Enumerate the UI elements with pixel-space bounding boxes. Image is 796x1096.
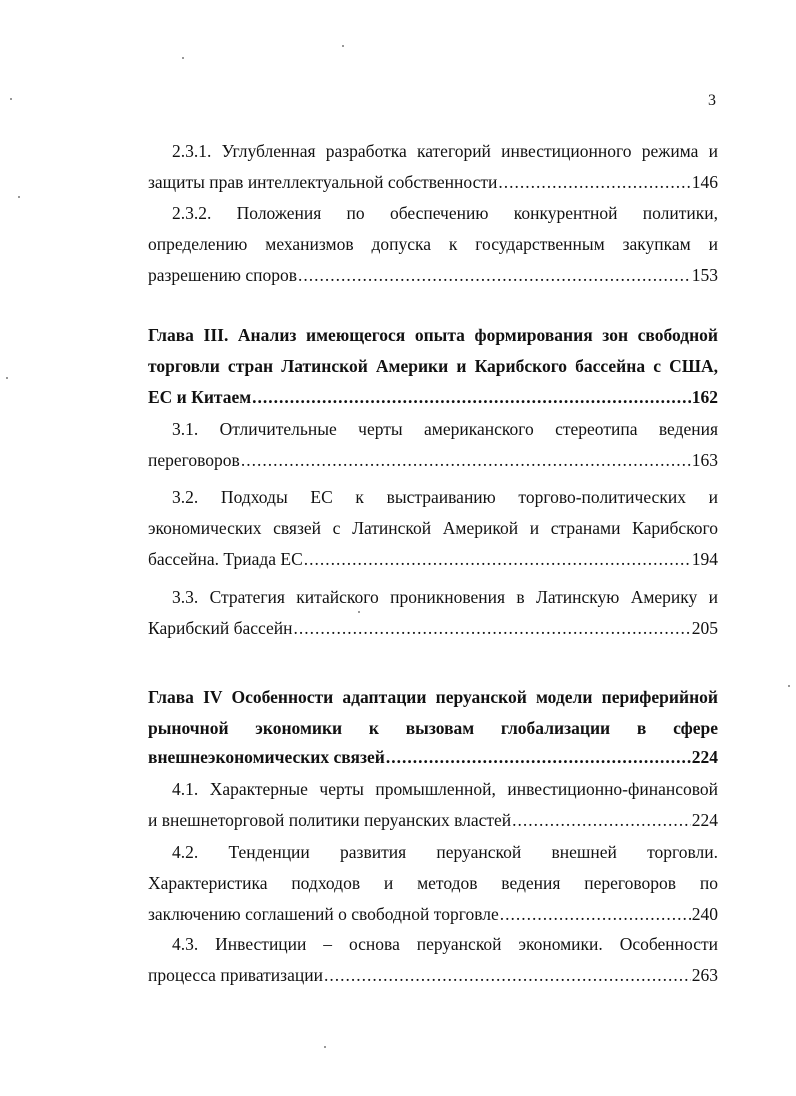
scan-speck [6,377,8,379]
scan-speck [182,57,184,59]
toc-entry-4-3-last-line [148,965,718,985]
scan-speck [342,45,344,47]
dot-leader [241,450,691,470]
toc-entry-4-1-title-end: и внешнеторговой политики перуанских властей [148,810,512,830]
toc-entry-2-3-2-title-end: разрешению споров [148,265,298,285]
toc-entry-3-2-page: 194 [691,549,718,569]
page-number: 3 [708,92,716,109]
toc-entry-4-1-last-line [148,810,718,830]
toc-entry-2-3-1-title-end: защиты прав интеллектуальной собственности [148,172,498,192]
dot-leader [500,904,691,924]
dot-leader [498,172,690,192]
dot-leader [304,549,691,569]
chapter-3-title-end: ЕС и Китаем [148,387,252,407]
scan-speck [18,196,20,198]
toc-entry-3-3-line-1: 3.3. Стратегия китайского проникновения в Латинскую Америку и [172,587,718,607]
toc-entry-2-3-1-line-1: 2.3.1. Углубленная разработка категорий инвестиционного режима и [172,141,718,161]
toc-entry-4-2-title-end: заключению соглашений о свободной торговле [148,904,499,924]
scan-speck [788,685,790,687]
toc-entry-4-2-line-1: 4.2. Тенденции развития перуанской внешней торговли. [172,842,718,862]
chapter-3-heading-line-1: Глава III. Анализ имеющегося опыта формирования зон свободной [148,325,718,345]
toc-entry-3-2-line-1: 3.2. Подходы ЕС к выстраиванию торгово-политических и [172,487,718,507]
dot-leader [298,265,691,285]
chapter-4-page: 224 [691,747,718,767]
chapter-4-heading-line-1: Глава IV Особенности адаптации перуанской модели периферийной [148,687,718,707]
toc-entry-3-3-last-line [148,618,718,638]
toc-entry-2-3-2-line-2: определению механизмов допуска к государственным закупкам и [148,234,718,254]
toc-entry-4-1-page: 224 [691,810,718,830]
scan-speck [10,98,12,100]
toc-entry-3-2-line-2: экономических связей с Латинской Америкой и странами Карибского [148,518,718,538]
scan-speck [358,611,360,613]
toc-entry-2-3-1-last-line [148,172,718,192]
toc-entry-3-1-page: 163 [691,450,718,470]
toc-entry-4-2-line-2: Характеристика подходов и методов ведения переговоров по [148,873,718,893]
chapter-3-heading-last-line [148,387,718,407]
toc-entry-4-3-title-end: процесса приватизации [148,965,323,985]
toc-entry-3-3-page: 205 [691,618,718,638]
dot-leader [386,747,691,767]
dot-leader [294,618,691,638]
dot-leader [252,387,691,407]
toc-entry-3-1-line-1: 3.1. Отличительные черты американского стереотипа ведения [172,419,718,439]
toc-entry-4-2-page: 240 [691,904,718,924]
toc-entry-3-1-last-line [148,450,718,470]
toc-entry-4-3-page: 263 [691,965,718,985]
chapter-3-heading-line-2: торговли стран Латинской Америки и Карибского бассейна с США, [148,356,718,376]
toc-entry-4-1-line-1: 4.1. Характерные черты промышленной, инвестиционно-финансовой [172,779,718,799]
dot-leader [512,810,691,830]
chapter-4-heading-last-line [148,747,718,767]
toc-entry-2-3-2-line-1: 2.3.2. Положения по обеспечению конкурентной политики, [172,203,718,223]
dot-leader [324,965,691,985]
chapter-4-title-end: внешнеэкономических связей [148,747,385,767]
toc-entry-2-3-2-last-line [148,265,718,285]
chapter-3-page: 162 [691,387,718,407]
toc-entry-3-3-title-end: Карибский бассейн [148,618,293,638]
toc-entry-4-2-last-line [148,904,718,924]
toc-entry-3-1-title-end: переговоров [148,450,240,470]
toc-entry-3-2-last-line [148,549,718,569]
toc-entry-2-3-2-page: 153 [691,265,718,285]
scan-speck [324,1046,326,1048]
toc-entry-2-3-1-page: 146 [691,172,718,192]
toc-entry-4-3-line-1: 4.3. Инвестиции – основа перуанской экономики. Особенности [172,934,718,954]
toc-entry-3-2-title-end: бассейна. Триада ЕС [148,549,303,569]
chapter-4-heading-line-2: рыночной экономики к вызовам глобализации в сфере [148,718,718,738]
